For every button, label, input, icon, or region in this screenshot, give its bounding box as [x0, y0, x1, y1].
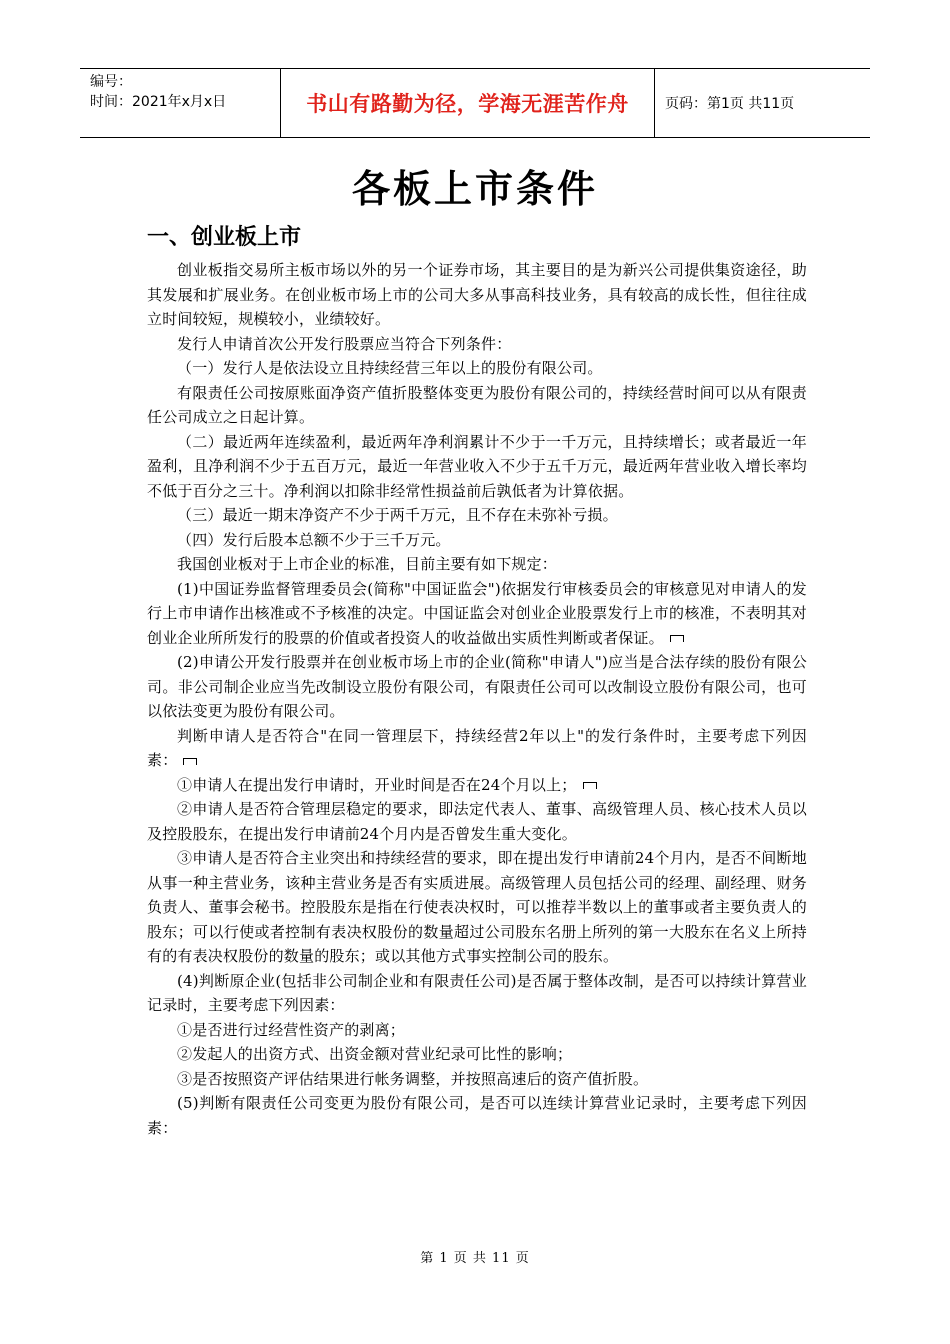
revision-mark-icon [670, 635, 684, 642]
paragraph: ③申请人是否符合主业突出和持续经营的要求，即在提出发行申请前24个月内，是否不间断地从事一种主营业务，该种主营业务是否有实质进展。高级管理人员包括公司的经理、副经理、财务负责人、董事会秘书。控股股东是指在行使表决权时，可以推荐半数以上的董事或者主要负责人的股东；可以行使或者控制有表决权股份的数量超过公司股东名册上所列的第一大股东在名义上所持有的有表决权股份的数量的股东；或以其他方式事实控制公司的股东。 [147, 849, 807, 965]
document-body [147, 258, 807, 1140]
page-footer: 第 1 页 共 11 页 [420, 1251, 530, 1266]
header-motto: 书山有路勤为径，学海无涯苦作舟 [281, 69, 655, 137]
paragraph: （四）发行后股本总额不少于三千万元。 [177, 530, 451, 549]
paragraph: 发行人申请首次公开发行股票应当符合下列条件： [177, 334, 512, 353]
header-date: 时间：2021年x月x日 [90, 94, 227, 110]
section-heading: 一、创业板上市 [147, 225, 302, 250]
paragraph: (5)判断有限责任公司变更为股份有限公司，是否可以连续计算营业记录时，主要考虑下列因素： [147, 1094, 807, 1137]
paragraph: （二）最近两年连续盈利，最近两年净利润累计不少于一千万元，且持续增长；或者最近一年盈利，且净利润不少于五百万元，最近一年营业收入不少于五千万元，最近两年营业收入增长率均不低于百分之三十。净利润以扣除非经常性损益前后孰低者为计算依据。 [147, 432, 807, 500]
paragraph [147, 724, 807, 773]
paragraph-text: 判断申请人是否符合"在同一管理层下，持续经营2年以上"的发行条件时，主要考虑下列因素： [147, 726, 807, 769]
paragraph: （一）发行人是依法设立且持续经营三年以上的股份有限公司。 [177, 359, 603, 377]
header-number-label: 编号： [90, 74, 132, 90]
header-page-info: 页码：第1页 共11页 [665, 96, 795, 112]
paragraph: 我国创业板对于上市企业的标准，目前主要有如下规定： [177, 555, 558, 573]
paragraph: (2)申请公开发行股票并在创业板市场上市的企业(简称"申请人")应当是合法存续的股份有限公司。非公司制企业应当先改制设立股份有限公司，有限责任公司可以改制设立股份有限公司，也可以依法变更为股份有限公司。 [147, 653, 807, 720]
paragraph: 创业板指交易所主板市场以外的另一个证券市场，其主要目的是为新兴公司提供集资途径，助其发展和扩展业务。在创业板市场上市的公司大多从事高科技业务，具有较高的成长性，但往往成立时间较短，规模较小，业绩较好。 [147, 261, 807, 328]
paragraph: ③是否按照资产评估结果进行帐务调整，并按照高速后的资产值折股。 [177, 1069, 649, 1088]
header-meta [80, 69, 281, 137]
paragraph: （三）最近一期末净资产不少于两千万元，且不存在未弥补亏损。 [177, 506, 618, 524]
paragraph: ②发起人的出资方式、出资金额对营业纪录可比性的影响； [177, 1045, 573, 1063]
revision-mark-icon [583, 782, 597, 789]
paragraph-text: ①申请人在提出发行申请时，开业时间是否在24个月以上； [177, 775, 577, 794]
paragraph-text: (1)中国证券监督管理委员会(简称"中国证监会")依据发行审核委员会的审核意见对申请人的发行上市申请作出核准或不予核准的决定。中国证监会对创业企业股票发行上市的核准，不表明其对创业企业所所发行的股票的价值或者投资人的收益做出实质性判断或者保证。 [147, 579, 807, 647]
revision-mark-icon [183, 758, 197, 765]
document-title: 各板上市条件 [351, 167, 598, 211]
paragraph: 有限责任公司按原账面净资产值折股整体变更为股份有限公司的，持续经营时间可以从有限责任公司成立之日起计算。 [147, 383, 807, 426]
paragraph: ①是否进行过经营性资产的剥离； [177, 1020, 406, 1039]
document-header [80, 68, 870, 138]
paragraph: ②申请人是否符合管理层稳定的要求，即法定代表人、董事、高级管理人员、核心技术人员以及控股股东，在提出发行申请前24个月内是否曾发生重大变化。 [147, 800, 807, 843]
paragraph: (4)判断原企业(包括非公司制企业和有限责任公司)是否属于整体改制，是否可以持续计算营业记录时，主要考虑下列因素： [147, 971, 807, 1014]
paragraph [147, 773, 807, 798]
paragraph [147, 577, 807, 651]
